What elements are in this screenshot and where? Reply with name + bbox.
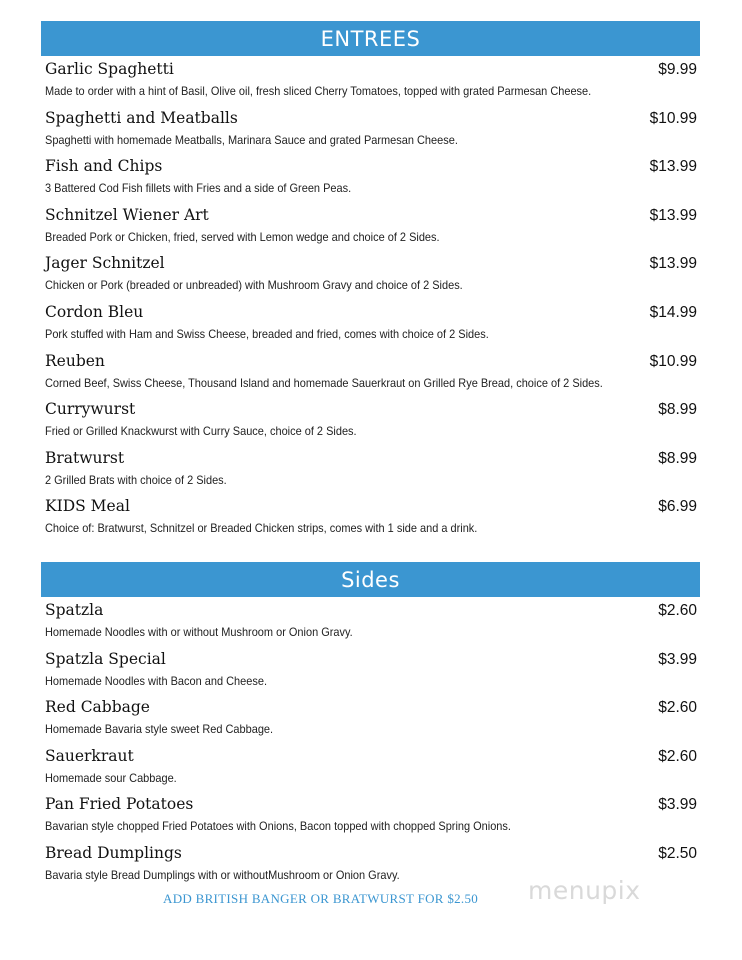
menu-item-price: $9.99 bbox=[658, 61, 697, 78]
menu-item-row bbox=[45, 157, 697, 179]
menu-item bbox=[45, 449, 697, 498]
menu-item-price: $2.60 bbox=[658, 602, 697, 619]
menu-item-name: Red Cabbage bbox=[45, 698, 150, 717]
menu-item-description: Homemade Noodles with Bacon and Cheese. bbox=[45, 673, 267, 688]
menu-item bbox=[45, 60, 697, 109]
menu-item-row bbox=[45, 795, 697, 817]
menu-item-name: KIDS Meal bbox=[45, 497, 130, 516]
menu-item bbox=[45, 109, 697, 158]
menu-item-price: $13.99 bbox=[649, 255, 697, 273]
menu-item-row bbox=[45, 400, 697, 422]
menu-item-description: Made to order with a hint of Basil, Olive oil, fresh sliced Cherry Tomatoes, topped with grated Parmesan Cheese. bbox=[45, 84, 592, 98]
sides-section-header bbox=[41, 562, 700, 597]
menu-item-name: Bratwurst bbox=[45, 448, 125, 467]
menu-item bbox=[45, 206, 697, 255]
menu-item-name: Jager Schnitzel bbox=[45, 254, 165, 273]
menu-item-row bbox=[45, 352, 697, 374]
entrees-list bbox=[45, 60, 697, 546]
menu-item-description: Chicken or Pork (breaded or unbreaded) with Mushroom Gravy and choice of 2 Sides. bbox=[45, 278, 463, 293]
menu-item-price: $10.99 bbox=[649, 109, 697, 127]
menu-item bbox=[45, 352, 697, 401]
addon-note: ADD BRITISH BANGER OR BRATWURST FOR $2.50 bbox=[163, 891, 479, 906]
menu-item bbox=[45, 795, 697, 844]
menu-item bbox=[45, 303, 697, 352]
menu-item-description: Pork stuffed with Ham and Swiss Cheese, breaded and fried, comes with choice of 2 Sides. bbox=[45, 326, 489, 341]
menu-item-description: Homemade sour Cabbage. bbox=[45, 770, 177, 785]
menu-item-price: $2.60 bbox=[658, 699, 697, 717]
menu-item-description: Fried or Grilled Knackwurst with Curry Sauce, choice of 2 Sides. bbox=[45, 424, 357, 439]
menu-item-row bbox=[45, 650, 697, 672]
menu-item-description: 3 Battered Cod Fish fillets with Fries and a side of Green Peas. bbox=[45, 181, 352, 196]
menu-item-name: Bread Dumplings bbox=[45, 843, 182, 862]
menu-item bbox=[45, 497, 697, 546]
menu-item-description: Bavaria style Bread Dumplings with or withoutMushroom or Onion Gravy. bbox=[45, 867, 400, 882]
sides-title: Sides bbox=[341, 567, 400, 592]
menu-item-description: Breaded Pork or Chicken, fried, served with Lemon wedge and choice of 2 Sides. bbox=[45, 229, 440, 244]
menu-item-price: $14.99 bbox=[649, 303, 697, 321]
menu-item bbox=[45, 650, 697, 699]
menu-item-row bbox=[45, 109, 697, 131]
menu-item-name: Cordon Bleu bbox=[45, 302, 144, 321]
menu-item bbox=[45, 157, 697, 206]
menu-item-row bbox=[45, 206, 697, 228]
menu-item-price: $13.99 bbox=[649, 206, 697, 224]
menu-item-row bbox=[45, 698, 697, 720]
menu-item-name: Garlic Spaghetti bbox=[45, 60, 174, 78]
menu-item-price: $2.50 bbox=[658, 844, 697, 862]
menu-item bbox=[45, 698, 697, 747]
menu-item-name: Currywurst bbox=[45, 400, 136, 419]
menu-item-description: Spaghetti with homemade Meatballs, Marinara Sauce and grated Parmesan Cheese. bbox=[45, 132, 458, 147]
menu-item-row bbox=[45, 601, 697, 623]
menu-item bbox=[45, 254, 697, 303]
menu-item-description: Homemade Noodles with or without Mushroom or Onion Gravy. bbox=[45, 625, 353, 639]
menu-item-price: $13.99 bbox=[649, 158, 697, 176]
menu-item-price: $3.99 bbox=[658, 650, 697, 668]
menu-item-price: $8.99 bbox=[658, 449, 697, 467]
menu-item-description: 2 Grilled Brats with choice of 2 Sides. bbox=[45, 472, 227, 487]
sides-list bbox=[45, 601, 697, 893]
menu-item-description: Homemade Bavaria style sweet Red Cabbage. bbox=[45, 722, 274, 737]
menu-item-price: $10.99 bbox=[649, 352, 697, 370]
menu-item-name: Reuben bbox=[45, 351, 105, 370]
menu-item-name: Spatzla Special bbox=[45, 649, 166, 668]
menu-item-price: $6.99 bbox=[658, 498, 697, 516]
menu-item-price: $8.99 bbox=[658, 401, 697, 419]
menu-item-name: Sauerkraut bbox=[45, 746, 134, 765]
watermark-logo: menupix bbox=[528, 876, 641, 905]
menu-item bbox=[45, 601, 697, 650]
menu-item-name: Spaghetti and Meatballs bbox=[45, 108, 238, 127]
entrees-section-header bbox=[41, 21, 700, 56]
menu-item-price: $3.99 bbox=[658, 796, 697, 814]
menu-item-row bbox=[45, 844, 697, 866]
menu-item-description: Choice of: Bratwurst, Schnitzel or Breaded Chicken strips, comes with 1 side and a drink. bbox=[45, 521, 478, 536]
menu-item-row bbox=[45, 747, 697, 769]
menu-item-row bbox=[45, 303, 697, 325]
menu-item-price: $2.60 bbox=[658, 747, 697, 765]
menu-item-name: Schnitzel Wiener Art bbox=[45, 205, 209, 224]
menu-item bbox=[45, 747, 697, 796]
menu-item-row bbox=[45, 60, 697, 82]
menu-item-name: Fish and Chips bbox=[45, 157, 163, 176]
menu-item-name: Pan Fried Potatoes bbox=[45, 795, 194, 814]
menu-item-name: Spatzla bbox=[45, 601, 104, 619]
menu-item-row bbox=[45, 449, 697, 471]
menu-item-description: Corned Beef, Swiss Cheese, Thousand Island and homemade Sauerkraut on Grilled Rye Bread, choice of 2 Sides. bbox=[45, 375, 603, 390]
menu-item-row bbox=[45, 497, 697, 519]
menu-item-description: Bavarian style chopped Fried Potatoes with Onions, Bacon topped with chopped Spring Onions. bbox=[45, 819, 511, 834]
menu-item bbox=[45, 400, 697, 449]
entrees-title: ENTREES bbox=[320, 26, 421, 51]
menu-item-row bbox=[45, 254, 697, 276]
